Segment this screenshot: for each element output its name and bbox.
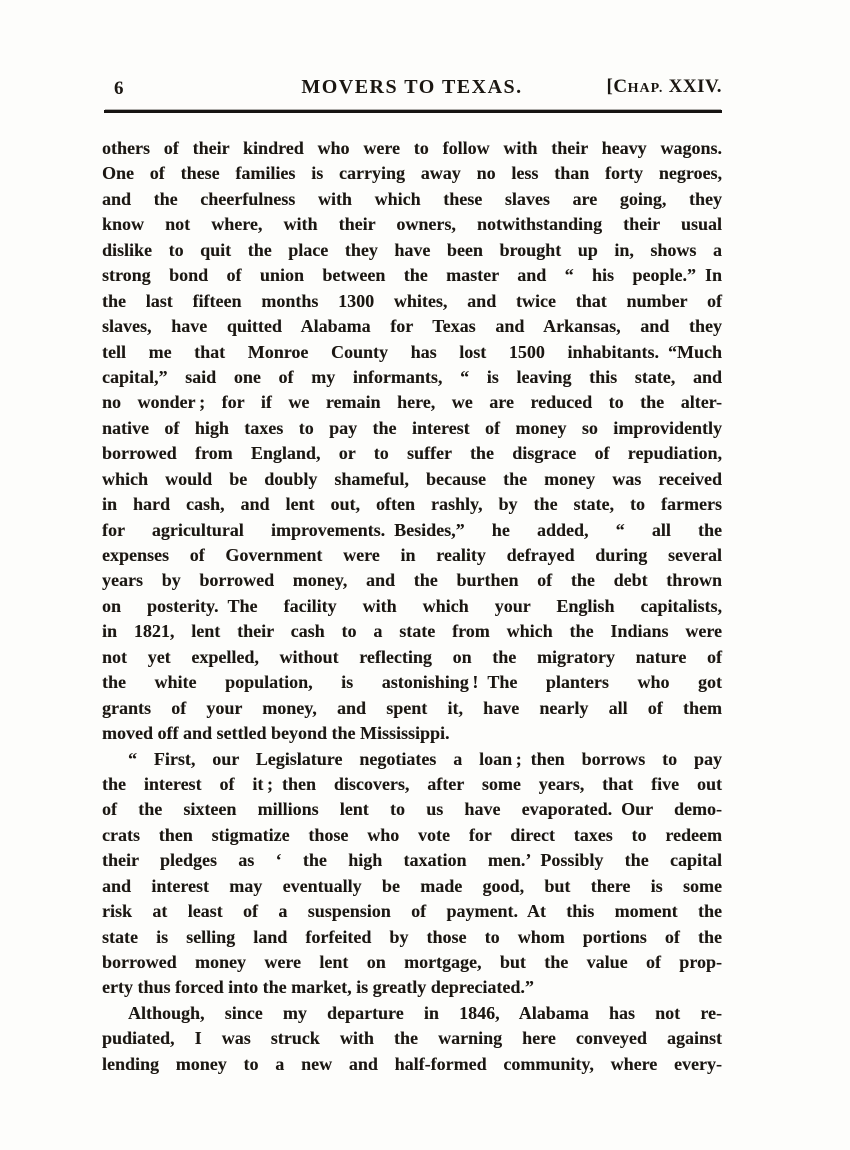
text-line: pudiated, I was struck with the warning here conveyed against: [102, 1028, 722, 1049]
text-line: the white population, is astonishing ! The planters who got: [102, 672, 722, 693]
text-line: state is selling land forfeited by those to whom portions of the: [102, 926, 722, 947]
page-body: [102, 136, 722, 1077]
text-line: on posterity. The facility with which your English capitalists,: [102, 595, 722, 616]
chapter-label: [607, 76, 722, 98]
text-line: which would be doubly shameful, because the money was received: [102, 468, 722, 489]
text-line: and interest may eventually be made good, but there is some: [102, 875, 722, 896]
running-title: MOVERS TO TEXAS.: [301, 76, 523, 98]
text-line: others of their kindred who were to follow with their heavy wagons.: [102, 138, 722, 158]
text-line: the interest of it ; then discovers, after some years, that five out: [102, 773, 722, 794]
text-line: lending money to a new and half-formed community, where every-: [102, 1053, 722, 1074]
text-line: dislike to quit the place they have been brought up in, shows a: [102, 239, 722, 260]
page-number: 6: [114, 78, 124, 99]
text-line: years by borrowed money, and the burthen of the debt thrown: [102, 570, 722, 591]
text-line: know not where, with their owners, notwithstanding their usual: [102, 214, 722, 235]
text-line: no wonder ; for if we remain here, we are reduced to the alter-: [102, 392, 722, 413]
text-line: Although, since my departure in 1846, Alabama has not re-: [128, 1002, 722, 1023]
text-line: risk at least of a suspension of payment. At this moment the: [102, 901, 722, 922]
text-line: One of these families is carrying away no less than forty negroes,: [102, 163, 722, 184]
text-line: their pledges as ‘ the high taxation men.’ Possibly the capital: [102, 850, 722, 871]
text-line: slaves, have quitted Alabama for Texas and Arkansas, and they: [102, 316, 722, 337]
page-header: [102, 76, 722, 102]
text-line: for agricultural improvements. Besides,” he added, “ all the: [102, 519, 722, 540]
text-line: not yet expelled, without reflecting on the migratory nature of: [102, 646, 722, 667]
text-line: of the sixteen millions lent to us have evaporated. Our demo-: [102, 799, 722, 820]
text-line: and the cheerfulness with which these slaves are going, they: [102, 188, 722, 209]
text-line: “ First, our Legislature negotiates a loan ; then borrows to pay: [128, 748, 722, 769]
text-line: the last fifteen months 1300 whites, and twice that number of: [102, 290, 722, 311]
text-line: crats then stigmatize those who vote for direct taxes to redeem: [102, 824, 722, 845]
text-line: grants of your money, and spent it, have nearly all of them: [102, 697, 722, 718]
chapter-label-rest: XXIV.: [663, 76, 722, 97]
text-line: capital,” said one of my informants, “ is leaving this state, and: [102, 366, 722, 387]
header-rule: [104, 110, 722, 113]
chapter-label-smallcaps: HAP.: [627, 81, 664, 96]
text-line: in hard cash, and lent out, often rashly, by the state, to farmers: [102, 494, 722, 515]
text-line: borrowed from England, or to suffer the disgrace of repudiation,: [102, 443, 722, 464]
text-line: in 1821, lent their cash to a state from which the Indians were: [102, 621, 722, 642]
text-line: strong bond of union between the master and “ his people.” In: [102, 265, 722, 286]
text-line: tell me that Monroe County has lost 1500 inhabitants. “Much: [102, 341, 722, 362]
text-line: expenses of Government were in reality defrayed during several: [102, 545, 722, 565]
text-line: moved off and settled beyond the Mississippi.: [102, 723, 450, 744]
chapter-label-open: [C: [606, 76, 628, 97]
text-line: borrowed money were lent on mortgage, but the value of prop-: [102, 952, 722, 972]
text-line: erty thus forced into the market, is greatly depreciated.”: [102, 977, 534, 998]
text-line: native of high taxes to pay the interest of money so improvidently: [102, 417, 722, 438]
